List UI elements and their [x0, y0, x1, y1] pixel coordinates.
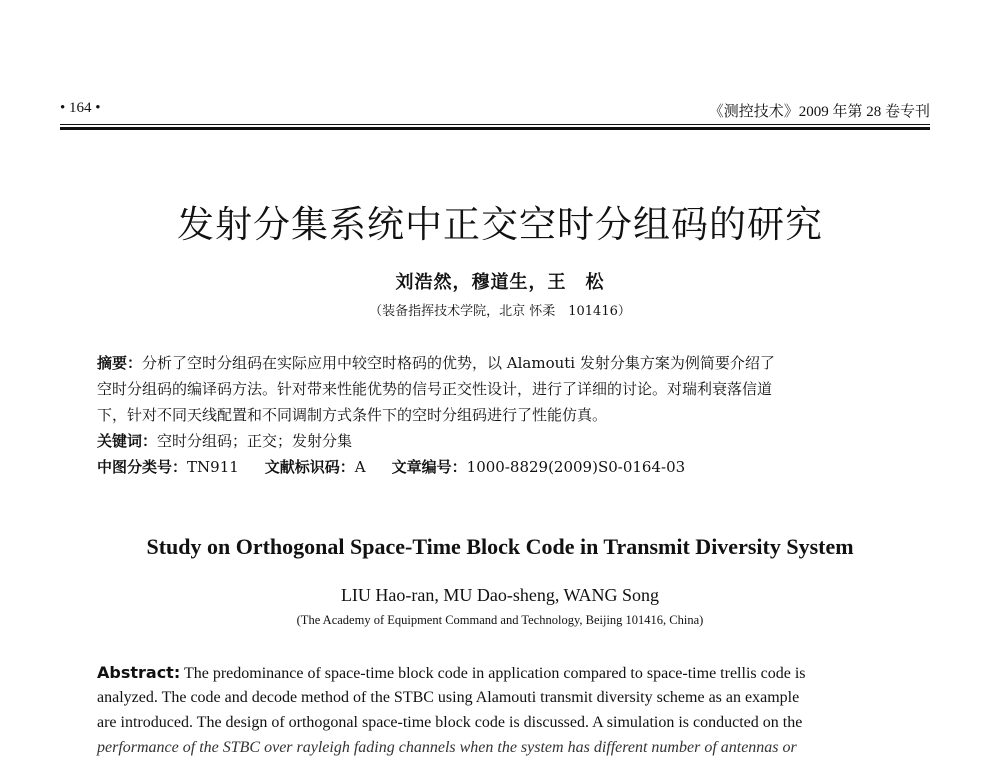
clc-value: TN911 [187, 458, 239, 476]
header-rule-thick [60, 127, 930, 130]
english-abstract-label: Abstract: [97, 663, 181, 682]
chinese-abstract-block [97, 350, 917, 480]
article-no-value: 1000-8829(2009)S0-0164-03 [466, 458, 686, 476]
doc-code-label: 文献标识码： [264, 458, 355, 476]
english-abstract-line: analyzed. The code and decode method of the STBC using Alamouti transmit diversity scheme as an example [97, 689, 800, 706]
classification-line [97, 454, 917, 480]
chinese-abstract-line: 下，针对不同天线配置和不同调制方式条件下的空时分组码进行了性能仿真。 [97, 406, 608, 424]
chinese-authors: 刘浩然，穆道生，王 松 [395, 272, 605, 293]
header-rule-thin [60, 124, 930, 125]
keywords-line [97, 428, 917, 454]
doc-code-value: A [354, 458, 366, 476]
keywords-text: 空时分组码；正交；发射分集 [157, 432, 353, 450]
chinese-abstract-label: 摘要： [97, 354, 143, 372]
chinese-abstract-text: 分析了空时分组码在实际应用中较空时格码的优势，以 Alamouti 发射分集方案为例简要介绍了 [142, 354, 775, 372]
english-abstract-line: performance of the STBC over rayleigh fading channels when the system has different number of antennas or [97, 739, 797, 756]
english-abstract-block [97, 660, 917, 760]
english-affiliation: (The Academy of Equipment Command and Technology, Beijing 101416, China) [296, 613, 704, 627]
running-header [60, 100, 930, 122]
chinese-abstract-line [97, 350, 917, 376]
chinese-affiliation: （装备指挥技术学院，北京 怀柔 101416） [369, 304, 631, 319]
page-number: • 164 • [60, 100, 101, 116]
english-abstract-text: The predominance of space-time block code in application compared to space-time trellis code is [180, 665, 806, 682]
article-no-label: 文章编号： [391, 458, 467, 476]
english-abstract-line: are introduced. The design of orthogonal space-time block code is discussed. A simulation is conducted on the [97, 714, 803, 731]
keywords-label: 关键词： [97, 432, 158, 450]
english-authors: LIU Hao-ran, MU Dao-sheng, WANG Song [340, 585, 660, 605]
journal-citation: 《测控技术》2009 年第 28 卷专刊 [708, 104, 930, 120]
chinese-abstract-line: 空时分组码的编译码方法。针对带来性能优势的信号正交性设计，进行了详细的讨论。对瑞利衰落信道 [97, 380, 773, 398]
chinese-title: 发射分集系统中正交空时分组码的研究 [177, 203, 823, 246]
clc-label: 中图分类号： [97, 458, 188, 476]
english-title: Study on Orthogonal Space-Time Block Code in Transmit Diversity System [146, 534, 854, 559]
english-abstract-line [97, 660, 917, 685]
